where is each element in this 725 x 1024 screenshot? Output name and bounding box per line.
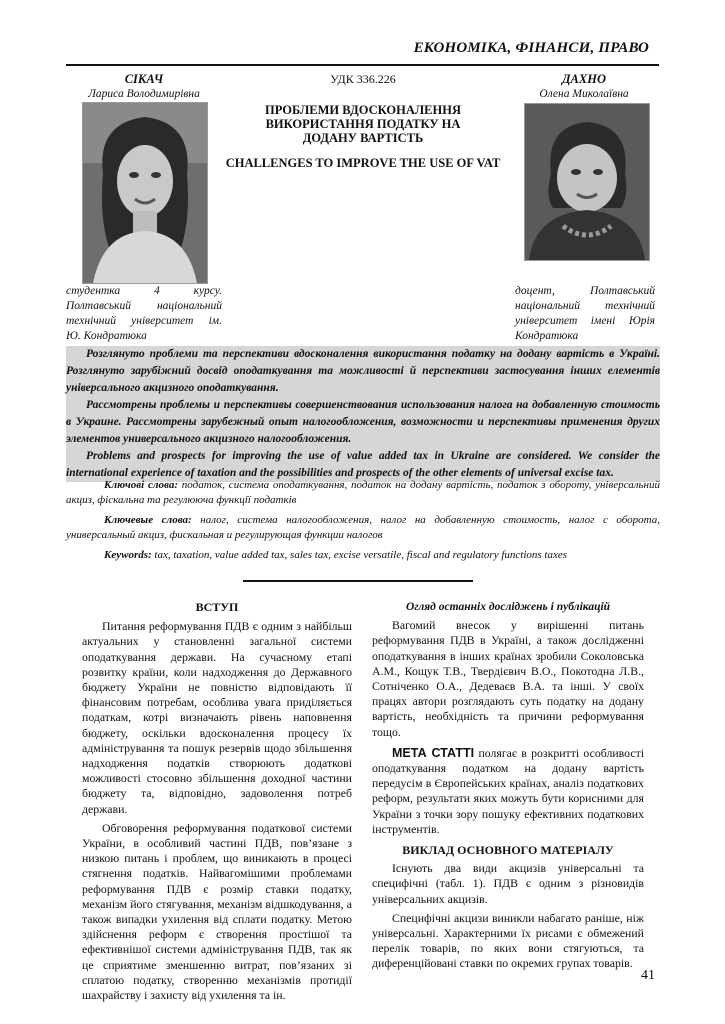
intro-heading: ВСТУП bbox=[195, 600, 239, 614]
keywords-label: Ключові слова: bbox=[104, 479, 179, 491]
keywords-text: tax, taxation, value added tax, sales tax, excise versatile, fiscal and regulatory functions taxes bbox=[151, 549, 568, 561]
article-title-en: CHALLENGES TO IMPROVE THE USE OF VAT bbox=[225, 156, 501, 170]
author-left-affiliation bbox=[66, 284, 222, 344]
right-column bbox=[372, 600, 644, 972]
author-left-fullname: Лариса Володимирівна bbox=[88, 88, 200, 100]
intro-paragraph: Питання реформування ПДВ є одним з найбільш актуальних у становленні загальної системи оподаткування держави. На сучасному етапі розвитку країни, коли надходження до Державного бюджету України не повністю відповідають її фінансовим потребам, особлива увага приділяється податкам, котрі визначають рівень наповнення бюджету, оскільки вдосконалення процесу їх адміністрування та пошук резервів щодо збільшення надходження податків створюють додаткові можливості стосовно збільшення доходної частини бюджету та, відповідно, задоволення потреб держави. bbox=[82, 619, 352, 816]
journal-section-title: ЕКОНОМІКА, ФІНАНСИ, ПРАВО bbox=[413, 40, 649, 56]
intro-paragraph: Обговорення реформування податкової системи України, в особливий частині ПДВ, пов’язане з низкою питань і проблем, що виникають в процесі стягнення податків. Найвагомішими проблемами реформування ПДВ є розмір ставки податку, механізм його стягування, механізм відшкодування, а також випадки ухилення від сплати податку. Метою здійснення реформ є створення простішої та ефективнішої системи адміністрування ПДВ, так як це сприятиме зменшенню витрат, пов’язаних зі сплатою податку, створенню механізмів протидії шахрайству і захисту від ухилення та ін. bbox=[82, 820, 352, 1003]
author-right-affiliation bbox=[515, 284, 655, 344]
author-right-fullname: Олена Миколаївна bbox=[539, 88, 629, 100]
header-rule bbox=[66, 64, 659, 66]
goal-lead: МЕТА СТАТТІ bbox=[392, 745, 475, 760]
affiliation-line: технічний університет ім. bbox=[66, 315, 222, 327]
keywords-ru bbox=[66, 513, 660, 543]
affiliation-line: Ю. Кондратюка bbox=[66, 330, 147, 342]
review-paragraph: Вагомий внесок у вирішенні питань реформування ПДВ в Україні, а також дослідженні оподаткування в інших країнах зробили Соколовська А.М., Кощук Т.В., Твердієвич В.О., Покотодна Л.В., Сотніченко О.А., Дедеваєв В.А. та інші. У своїх працях автори розглядають суть податку на додану вартість, необхідність та причини реформування тощо. bbox=[372, 618, 644, 739]
article-title-ua: ПРОБЛЕМИ ВДОСКОНАЛЕННЯ ВИКОРИСТАННЯ ПОДАТКУ НА ДОДАНУ ВАРТІСТЬ bbox=[265, 103, 461, 145]
main-paragraph: Існують два види акцизів універсальні та специфічні (табл. 1). ПДВ є одним з різновидів універсальних акцизів. bbox=[372, 861, 644, 906]
keywords-ua bbox=[66, 478, 660, 508]
author-left-photo bbox=[82, 102, 208, 284]
abstract-ru: Рассмотрены проблемы и перспективы совершенствования использования налога на добавленную стоимость в Украине. Рассмотрены зарубежный опыт налогообложения, возможности и перспективы применения других элементов универсального акцизного налогообложения. bbox=[66, 399, 660, 445]
affiliation-line: національний технічний bbox=[515, 300, 655, 312]
affiliation-line: університет імені Юрія bbox=[515, 315, 655, 327]
page-number: 41 bbox=[641, 968, 655, 983]
left-column bbox=[82, 600, 352, 1003]
affiliation-line: Кондратюка bbox=[515, 330, 579, 342]
abstract-block bbox=[66, 346, 660, 482]
affiliation-line: Полтавський національний bbox=[66, 300, 222, 312]
goal-paragraph bbox=[372, 746, 644, 837]
portrait-right-image bbox=[525, 104, 649, 260]
main-heading: ВИКЛАД ОСНОВНОГО МАТЕРІАЛУ bbox=[402, 843, 614, 858]
keywords-text: налог, система налогообложения, налог на добавленную стоимость, налог с оборота, универсальный акциз, фискальная и регулирующая функции налогов bbox=[66, 514, 661, 541]
portrait-left-image bbox=[83, 103, 207, 283]
section-divider bbox=[243, 580, 473, 582]
keywords-en bbox=[66, 548, 660, 563]
author-right-photo bbox=[524, 103, 650, 261]
affiliation-line: студентка 4 курсу. bbox=[66, 285, 222, 297]
udk-code: УДК 336.226 bbox=[330, 72, 396, 86]
abstract-en: Problems and prospects for improving the use of value added tax in Ukraine are considered. We consider the international experience of taxation and the possibilities and prospects of the other elements of universal excise tax. bbox=[66, 450, 660, 479]
main-paragraph: Специфічні акцизи виникли набагато раніше, ніж універсальні. Характерними їх рисами є обмежений перелік товарів, по яких вони стягуються, та диференційовані ставки по окремих групах товарів. bbox=[372, 910, 644, 971]
abstract-ua: Розглянуто проблеми та перспективи вдосконалення використання податку на додану вартість в Україні. Розглянуто зарубіжний досвід оподаткування та можливості й перспективи застосування інших елементів універсального акцизного оподаткування. bbox=[66, 348, 660, 394]
review-heading: Огляд останніх досліджень і публікацій bbox=[405, 601, 611, 613]
author-right-surname: ДАХНО bbox=[562, 72, 606, 86]
author-left-surname: СІКАЧ bbox=[124, 72, 164, 86]
keywords-text: податок, система оподаткування, податок на додану вартість, податок з обороту, універсальний акциз, фіскальна та регулююча функції податків bbox=[66, 479, 660, 506]
goal-text: полягає в розкритті особливості оподаткування податком на додану вартість передусім в Європейських країнах, аналіз податкових реформ, результати яких можуть бути корисними для України з точки зору пошуку ефективних податкових інструментів. bbox=[372, 745, 645, 836]
affiliation-line: доцент, Полтавський bbox=[515, 285, 655, 297]
keywords-label: Keywords: bbox=[104, 549, 152, 561]
keywords-label: Ключевые слова: bbox=[104, 514, 192, 526]
